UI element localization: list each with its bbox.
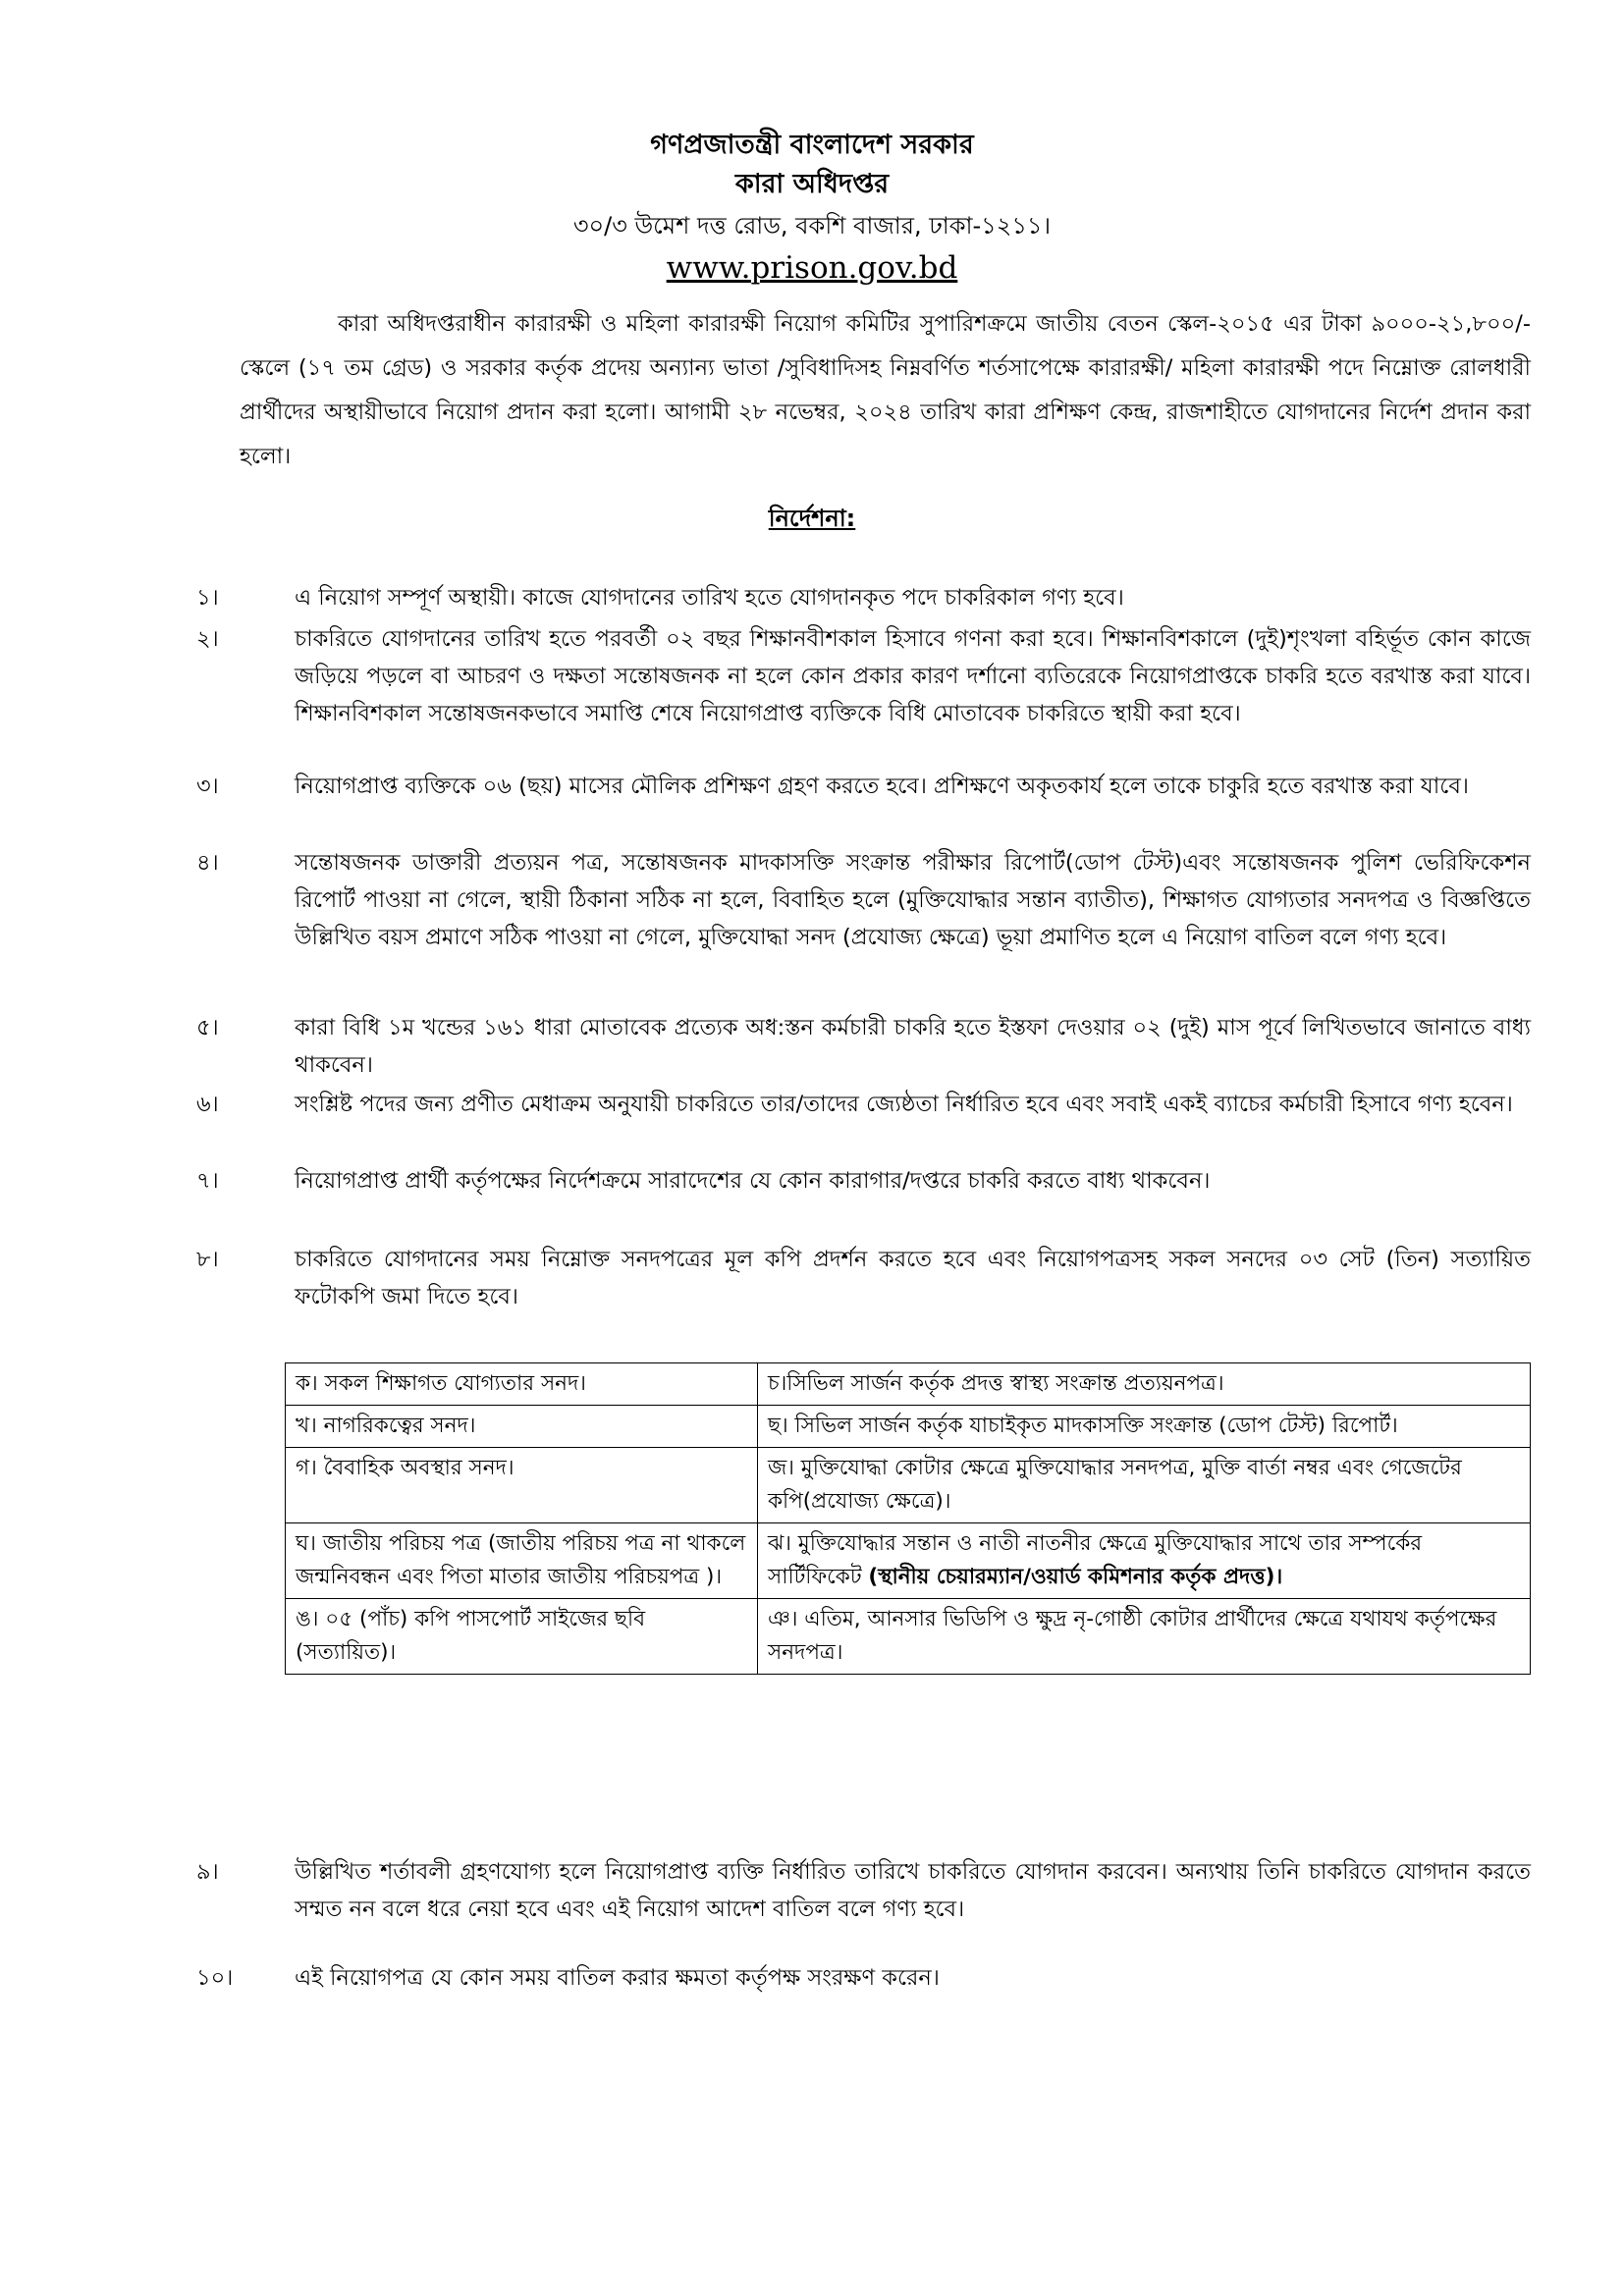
table-cell <box>758 1523 1531 1599</box>
item-number: ৫। <box>196 1015 219 1041</box>
instruction-item <box>196 1853 1531 1928</box>
cell-text: ঝ। মুক্তিযোদ্ধার সন্তান ও নাতী নাতনীর ক্ষেত্রে মুক্তিযোদ্ধার সাথে তার সম্পর্কের সার্টিফিকেট <box>768 1531 1423 1589</box>
table-cell: ঘ। জাতীয় পরিচয় পত্র (জাতীয় পরিচয় পত্র না থাকলে জন্মনিবন্ধন এবং পিতা মাতার জাতীয় পরিচয়পত্র )। <box>286 1523 758 1599</box>
item-number: ৪। <box>196 850 219 876</box>
table-cell <box>758 1599 1531 1675</box>
table-cell: ক। সকল শিক্ষাগত যোগ্যতার সনদ। <box>286 1363 758 1406</box>
cell-bold-text: (স্থানীয় চেয়ারম্যান/ওয়ার্ড কমিশনার কর্তৃক প্রদত্ত)। <box>868 1565 1283 1589</box>
website-link[interactable]: www.prison.gov.bd <box>666 250 958 286</box>
table-row <box>286 1363 1531 1406</box>
instruction-item <box>196 1009 1531 1084</box>
item-text: কারা বিধি ১ম খন্ডের ১৬১ ধারা মোতাবেক প্রত্যেক অধ:স্তন কর্মচারী চাকরি হতে ইস্তফা দেওয়ার ০২ (দুই) মাস পূর্বে লিখিতভাবে জানাতে বাধ্য থাকবেন। <box>295 1015 1531 1078</box>
table-cell: গ। বৈবাহিক অবস্থার সনদ। <box>286 1448 758 1523</box>
item-number: ৬। <box>196 1092 219 1117</box>
item-text: সন্তোষজনক ডাক্তারী প্রত্যয়ন পত্র, সন্তোষজনক মাদকাসক্তি সংক্রান্ত পরীক্ষার রিপোর্ট(ডোপ টেস্ট)এবং সন্তোষজনক পুলিশ ভেরিফিকেশন রিপোর্ট পাওয়া না গেলে, স্থায়ী ঠিকানা সঠিক না হলে, বিবাহিত হলে (মুক্তিযোদ্ধার সন্তান ব্যাতীত), শিক্ষাগত যোগ্যতার সনদপত্র ও বিজ্ঞপ্তিতে উল্লিখিত বয়স প্রমাণে সঠিক পাওয়া না গেলে, মুক্তিযোদ্ধা সনদ (প্রযোজ্য ক্ষেত্রে) ভূয়া প্রমাণিত হলে এ নিয়োগ বাতিল বলে গণ্য হবে। <box>295 850 1531 950</box>
cell-text: ছ। সিভিল সার্জন কর্তৃক যাচাইকৃত মাদকাসক্তি সংক্রান্ত (ডোপ টেস্ট) রিপোর্ট। <box>768 1414 1398 1438</box>
item-text: এই নিয়োগপত্র যে কোন সময় বাতিল করার ক্ষমতা কর্তৃপক্ষ সংরক্ষণ করেন। <box>295 1965 940 1991</box>
item-text: নিয়োগপ্রাপ্ত ব্যক্তিকে ০৬ (ছয়) মাসের মৌলিক প্রশিক্ষণ গ্রহণ করতে হবে। প্রশিক্ষণে অকৃতকার্য হলে তাকে চাকুরি হতে বরখাস্ত করা যাবে। <box>295 774 1469 799</box>
cell-text: চ।সিভিল সার্জন কর্তৃক প্রদত্ত স্বাস্থ্য সংক্রান্ত প্রত্যয়নপত্র। <box>768 1371 1224 1396</box>
item-text: নিয়োগপ্রাপ্ত প্রার্থী কর্তৃপক্ষের নির্দেশক্রমে সারাদেশের যে কোন কারাগার/দপ্তরে চাকরি করতে বাধ্য থাকবেন। <box>295 1168 1211 1194</box>
item-number: ২। <box>196 626 219 652</box>
item-number: ৮। <box>196 1247 219 1272</box>
cell-text: ঞ। এতিম, আনসার ভিডিপি ও ক্ষুদ্র নৃ-গোষ্ঠী কোটার প্রার্থীদের ক্ষেত্রে যথাযথ কর্তৃপক্ষের সনদপত্র। <box>768 1607 1497 1665</box>
office-address: ৩০/৩ উমেশ দত্ত রোড, বকশি বাজার, ঢাকা-১২১১। <box>572 212 1052 240</box>
table-row <box>286 1523 1531 1599</box>
instruction-item <box>196 768 1531 805</box>
instruction-item <box>196 1241 1531 1315</box>
table-cell <box>758 1406 1531 1448</box>
table-cell: ঙ। ০৫ (পাঁচ) কপি পাসপোর্ট সাইজের ছবি (সত্যায়িত)। <box>286 1599 758 1675</box>
item-text: চাকরিতে যোগদানের সময় নিম্নোক্ত সনদপত্রের মূল কপি প্রদর্শন করতে হবে এবং নিয়োগপত্রসহ সকল সনদের ০৩ সেট (তিন) সত্যায়িত ফটোকপি জমা দিতে হবে। <box>295 1247 1531 1309</box>
instruction-item <box>196 1162 1531 1200</box>
item-text: চাকরিতে যোগদানের তারিখ হতে পরবর্তী ০২ বছর শিক্ষানবীশকাল হিসাবে গণনা করা হবে। শিক্ষানবিশকালে (দুই)শৃংখলা বহির্ভূত কোন কাজে জড়িয়ে পড়লে বা আচরণ ও দক্ষতা সন্তোষজনক না হলে কোন প্রকার কারণ দর্শানো ব্যতিরেকে নিয়োগপ্রাপ্তকে চাকরি হতে বরখাস্ত করা যাবে। শিক্ষানবিশকাল সন্তোষজনকভাবে সমাপ্তি শেষে নিয়োগপ্রাপ্ত ব্যক্তিকে বিধি মোতাবেক চাকরিতে স্থায়ী করা হবে। <box>295 626 1531 726</box>
item-text: এ নিয়োগ সম্পূর্ণ অস্থায়ী। কাজে যোগদানের তারিখ হতে যোগদানকৃত পদে চাকরিকাল গণ্য হবে। <box>295 585 1124 611</box>
department-name: কারা অধিদপ্তর <box>734 169 890 199</box>
item-number: ১০। <box>196 1965 234 1991</box>
required-documents-table <box>285 1362 1531 1675</box>
government-name: গণপ্রজাতন্ত্রী বাংলাদেশ সরকার <box>650 130 974 160</box>
instruction-item <box>196 1959 1531 1997</box>
cell-text: জ। মুক্তিযোদ্ধা কোটার ক্ষেত্রে মুক্তিযোদ্ধার সনদপত্র, মুক্তি বার্তা নম্বর এবং গেজেটের কপি(প্রযোজ্য ক্ষেত্রে)। <box>768 1456 1462 1514</box>
item-number: ৩। <box>196 774 219 799</box>
intro-paragraph: কারা অধিদপ্তরাধীন কারারক্ষী ও মহিলা কারারক্ষী নিয়োগ কমিটির সুপারিশক্রমে জাতীয় বেতন স্কেল-২০১৫ এর টাকা ৯০০০-২১,৮০০/- স্কেলে (১৭ তম গ্রেড) ও সরকার কর্তৃক প্রদেয় অন্যান্য ভাতা /সুবিধাদিসহ নিম্নবর্ণিত শর্তসাপেক্ষে কারারক্ষী/ মহিলা কারারক্ষী পদে নিম্নোক্ত রোলধারী প্রার্থীদের অস্থায়ীভাবে নিয়োগ প্রদান করা হলো। আগামী ২৮ নভেম্বর, ২০২৪ তারিখ কারা প্রশিক্ষণ কেন্দ্র, রাজশাহীতে যোগদানের নির্দেশ প্রদান করা হলো। <box>240 311 1531 469</box>
instruction-item <box>196 620 1531 732</box>
table-cell <box>758 1448 1531 1523</box>
instruction-item <box>196 579 1531 616</box>
table-row <box>286 1448 1531 1523</box>
item-number: ৭। <box>196 1168 219 1194</box>
instruction-item <box>196 844 1531 956</box>
item-text: উল্লিখিত শর্তাবলী গ্রহণযোগ্য হলে নিয়োগপ্রাপ্ত ব্যক্তি নির্ধারিত তারিখে চাকরিতে যোগদান করবেন। অন্যথায় তিনি চাকরিতে যোগদান করতে সম্মত নন বলে ধরে নেয়া হবে এবং এই নিয়োগ আদেশ বাতিল বলে গণ্য হবে। <box>295 1859 1531 1922</box>
item-number: ৯। <box>196 1859 219 1885</box>
table-cell <box>758 1363 1531 1406</box>
table-cell: খ। নাগরিকত্বের সনদ। <box>286 1406 758 1448</box>
instructions-heading: নির্দেশনা: <box>768 505 856 532</box>
item-number: ১। <box>196 585 219 611</box>
letterhead <box>0 126 1624 289</box>
instruction-item <box>196 1086 1531 1123</box>
table-row <box>286 1406 1531 1448</box>
table-row <box>286 1599 1531 1675</box>
item-text: সংশ্লিষ্ট পদের জন্য প্রণীত মেধাক্রম অনুযায়ী চাকরিতে তার/তাদের জ্যেষ্ঠতা নির্ধারিত হবে এবং সবাই একই ব্যাচের কর্মচারী হিসাবে গণ্য হবেন। <box>295 1092 1513 1117</box>
